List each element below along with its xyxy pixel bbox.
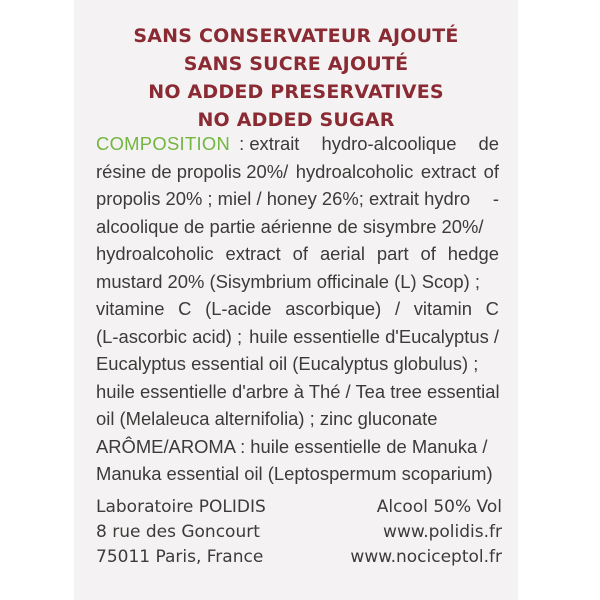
warning-no-sugar-en: NO ADDED SUGAR xyxy=(197,109,395,131)
warning-no-preservative-fr: SANS CONSERVATEUR AJOUTÉ xyxy=(133,25,459,47)
composition-line xyxy=(96,158,499,186)
aroma-text: ARÔME/AROMA : huile essentielle de Manuka / xyxy=(96,435,488,457)
composition-text: mustard 20% (Sisymbrium officinale (L) Scop) ; xyxy=(96,270,480,292)
composition-text: (L-acide xyxy=(205,298,272,319)
composition-text: hydroalcoholic xyxy=(295,160,414,182)
warning-no-sugar-fr: SANS SUCRE AJOUTÉ xyxy=(183,53,409,75)
product-label xyxy=(74,0,518,600)
warning-block xyxy=(74,22,518,134)
footer-row xyxy=(96,495,502,520)
composition-line xyxy=(96,130,499,158)
composition-text: hydroalcoholic xyxy=(96,243,214,264)
composition-line xyxy=(96,240,499,268)
composition-text: C xyxy=(485,298,499,319)
aroma-line xyxy=(96,460,499,488)
composition-text: of xyxy=(292,243,308,264)
composition-text: de xyxy=(478,133,499,154)
composition-line xyxy=(96,268,499,296)
composition-line xyxy=(96,405,499,433)
composition-text: vitamin xyxy=(413,298,472,319)
composition-text: alcoolique de partie aérienne de sisymbre 20%/ xyxy=(96,215,484,237)
composition-text: extract xyxy=(225,243,281,264)
composition-text: vitamine xyxy=(96,298,165,319)
composition-text: propolis 20% ; miel / honey 26%; extrait hydro xyxy=(96,188,471,209)
composition-text: : extrait xyxy=(239,133,300,154)
composition-text: huile essentielle d'arbre à Thé / Tea tree essential xyxy=(96,380,500,402)
company-name: Laboratoire POLIDIS xyxy=(96,497,266,517)
composition-text: Eucalyptus essential oil (Eucalyptus globulus) ; xyxy=(96,353,479,374)
composition-block xyxy=(96,130,499,488)
aroma-text: Manuka essential oil (Leptospermum scoparium) xyxy=(96,463,493,484)
composition-text: extract xyxy=(420,160,477,182)
composition-text: aerial xyxy=(319,243,365,264)
composition-text: hydro-alcoolique xyxy=(321,133,457,154)
composition-line xyxy=(96,185,499,213)
composition-text: résine de propolis 20%/ xyxy=(96,160,289,182)
aroma-line xyxy=(96,433,499,461)
label-footer xyxy=(96,495,502,570)
composition-text: / xyxy=(394,298,401,319)
composition-text: of xyxy=(483,160,499,182)
composition-text: (L-ascorbic acid) ; xyxy=(96,325,243,347)
composition-text: ascorbique) xyxy=(285,298,382,319)
composition-line xyxy=(96,323,499,351)
footer-row xyxy=(96,520,502,545)
composition-text: - xyxy=(492,188,499,209)
composition-line xyxy=(96,378,499,406)
composition-text: oil (Melaleuca alternifolia) ; zinc gluconate xyxy=(96,408,438,429)
website-polidis: www.polidis.fr xyxy=(383,522,502,542)
composition-heading: COMPOSITION xyxy=(96,133,231,154)
company-street: 8 rue des Goncourt xyxy=(96,522,260,542)
website-nociceptol: www.nociceptol.fr xyxy=(350,547,502,567)
composition-line xyxy=(96,295,499,323)
composition-text: hedge xyxy=(447,243,499,264)
composition-text: huile essentielle d'Eucalyptus / xyxy=(249,325,499,347)
composition-line xyxy=(96,213,499,241)
warning-no-preservative-en: NO ADDED PRESERVATIVES xyxy=(148,81,444,103)
composition-text: C xyxy=(178,298,192,319)
composition-text: of xyxy=(420,243,436,264)
composition-text: part xyxy=(376,243,409,264)
alcohol-content: Alcool 50% Vol xyxy=(376,497,502,517)
company-city: 75011 Paris, France xyxy=(96,547,264,567)
footer-row xyxy=(96,545,502,570)
composition-line xyxy=(96,350,499,378)
